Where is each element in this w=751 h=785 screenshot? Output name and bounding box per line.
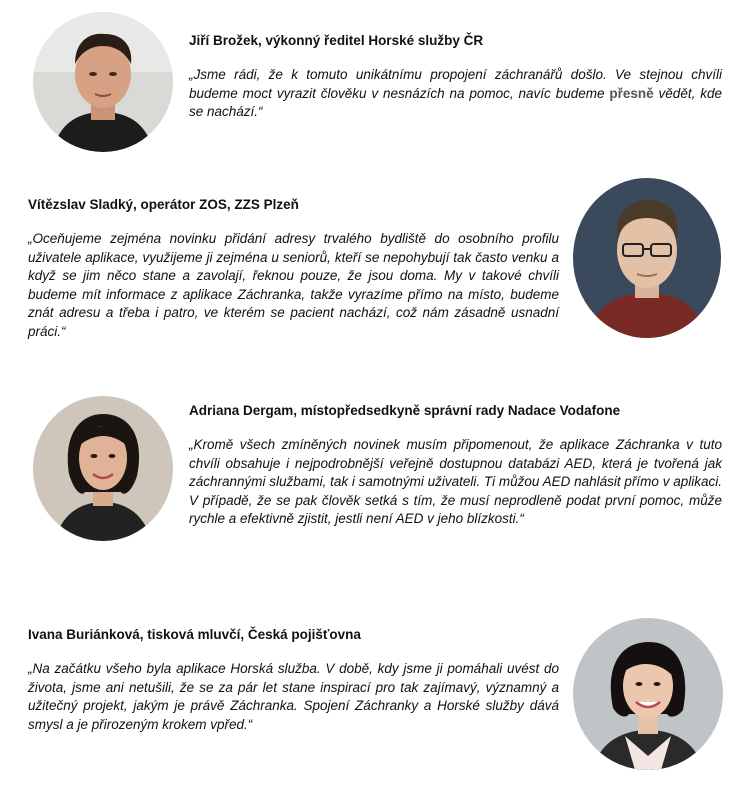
testimonial-name: Adriana Dergam, místopředsedkyně správní rady Nadace Vodafone <box>189 403 621 418</box>
testimonial-quote: „Jsme rádi, že k tomuto unikátnímu propojení záchranářů došlo. Ve stejnou chvíli budeme moct vyrazit člověku v nesnázích na pomoc, navíc budeme přesně vědět, kde se nachází.“ <box>189 67 722 120</box>
portrait-man-1-icon <box>33 12 173 152</box>
avatar-jiri-brozek <box>33 12 173 152</box>
testimonial-quote: „Kromě všech zmíněných novinek musím připomenout, že aplikace Záchranka v tuto chvíli obsahuje i nejpodrobnější veřejně dostupnou databázi AED, která je tvořená jak záchrannými službami, tak i samotnými uživateli. Ti můžou AED nahlásit přímo v aplikaci. V případě, že se pak člověk setká s tím, že musí neprodleně podat první pomoc, může rychle a efektivně zjistit, jestli není AED v jeho blízkosti.“ <box>189 437 722 527</box>
testimonial-2 <box>28 196 559 342</box>
testimonial-name: Jiří Brožek, výkonný ředitel Horské služby ČR <box>189 33 484 48</box>
testimonial-4 <box>28 626 559 734</box>
avatar-ivana-buriankova <box>573 618 723 770</box>
portrait-woman-2-icon <box>573 618 723 770</box>
testimonial-name: Vítězslav Sladký, operátor ZOS, ZZS Plzeň <box>28 197 299 212</box>
testimonial-1 <box>189 32 722 122</box>
testimonial-name: Ivana Buriánková, tisková mluvčí, Česká pojišťovna <box>28 627 361 642</box>
portrait-woman-1-icon <box>33 396 173 541</box>
avatar-adriana-dergam <box>33 396 173 541</box>
portrait-man-2-icon <box>573 178 721 338</box>
testimonial-quote: „Na začátku všeho byla aplikace Horská služba. V době, kdy jsme ji pomáhali uvést do života, jsme ani netušili, že se za pár let stane inspirací pro tak zajímavý, významný a užitečný projekt, jakým je právě Záchranka. Spojení Záchranky a Horské služby dává smysl a je přirozeným krokem vpřed.“ <box>28 661 559 732</box>
testimonial-quote: „Oceňujeme zejména novinku přidání adresy trvalého bydliště do osobního profilu uživatele aplikace, využijeme ji zejména u seniorů, kteří se nepohybují tak často venku a když se jim něco stane a zavolají, řeknou pouze, že jsou doma. My v takové chvíli budeme mít informace z aplikace Záchranka, takže vyrazíme přímo na místo, budeme znát adresu a třeba i patro, ve kterém se pacient nachází, což nám zásadně usnadní práci.“ <box>28 231 559 339</box>
testimonial-3 <box>189 402 722 529</box>
avatar-vitezslav-sladky <box>573 178 721 338</box>
